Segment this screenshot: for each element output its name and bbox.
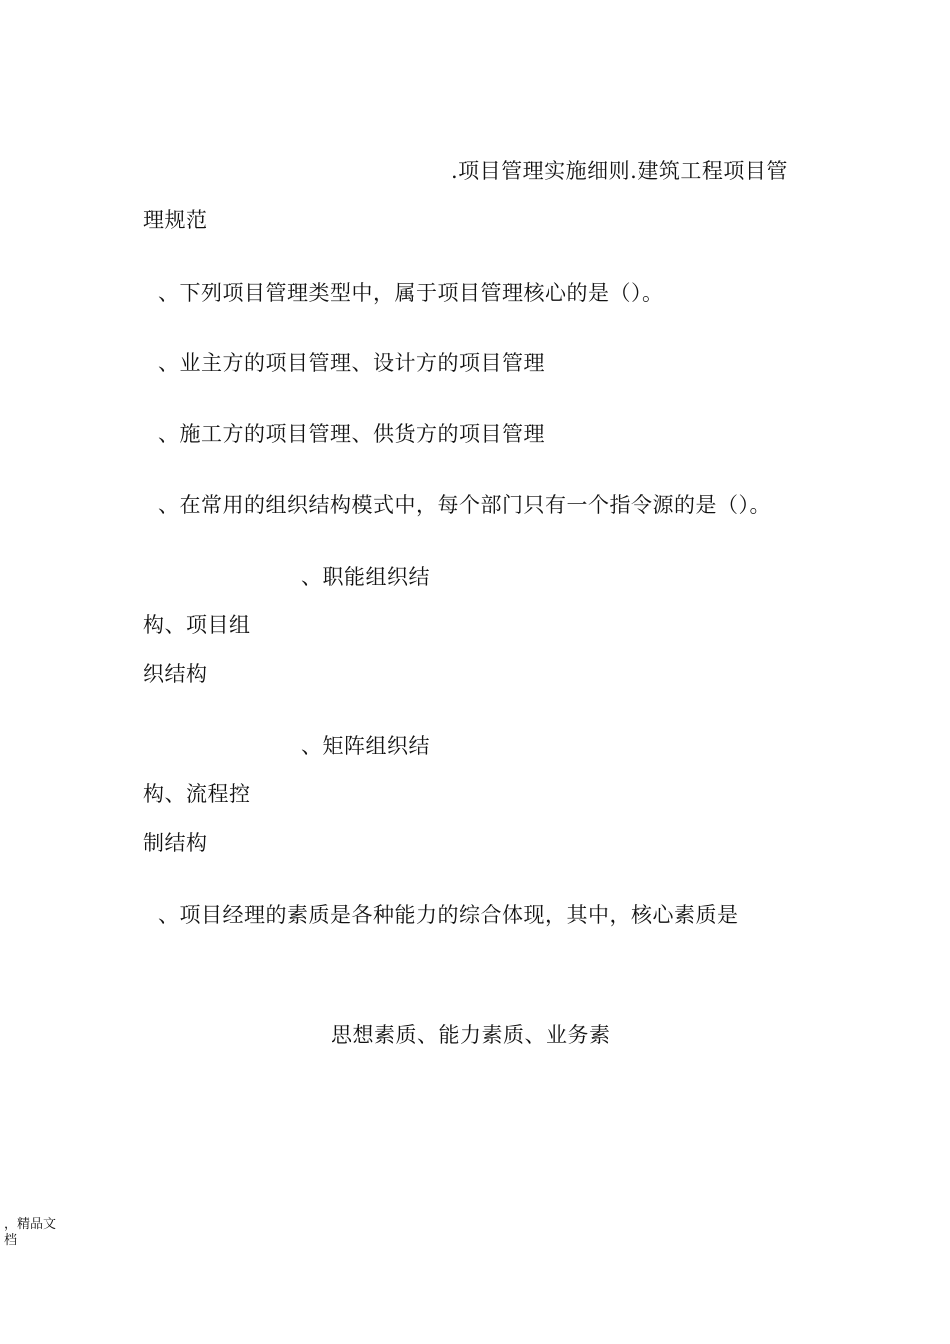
- question-2: 、在常用的组织结构模式中，每个部门只有一个指令源的是（）。: [158, 493, 771, 517]
- question-2-option-a-line-2: 构、项目组: [143, 613, 251, 637]
- question-1-option-a: 、业主方的项目管理、设计方的项目管理: [158, 351, 545, 375]
- question-3: 、项目经理的素质是各种能力的综合体现，其中，核心素质是: [158, 903, 739, 927]
- question-2-option-b-line-1: 、矩阵组织结: [301, 734, 430, 758]
- question-3-option: 思想素质、能力素质、业务素: [331, 1023, 611, 1047]
- question-1-option-b: 、施工方的项目管理、供货方的项目管理: [158, 422, 545, 446]
- footer-watermark: [4, 1217, 74, 1249]
- question-1: 、下列项目管理类型中，属于项目管理核心的是（）。: [158, 281, 664, 305]
- document-title-line-2: 理规范: [143, 208, 208, 232]
- footer-line-1: ，精品文: [4, 1217, 57, 1232]
- footer-line-2: 档: [4, 1233, 18, 1248]
- question-2-option-b-line-2: 构、流程控: [143, 782, 251, 806]
- question-2-option-b-line-3: 制结构: [143, 831, 208, 855]
- question-2-option-a-line-1: 、职能组织结: [301, 565, 430, 589]
- question-2-option-a-line-3: 织结构: [143, 662, 208, 686]
- document-title-line-1: .项目管理实施细则.建筑工程项目管: [451, 159, 788, 183]
